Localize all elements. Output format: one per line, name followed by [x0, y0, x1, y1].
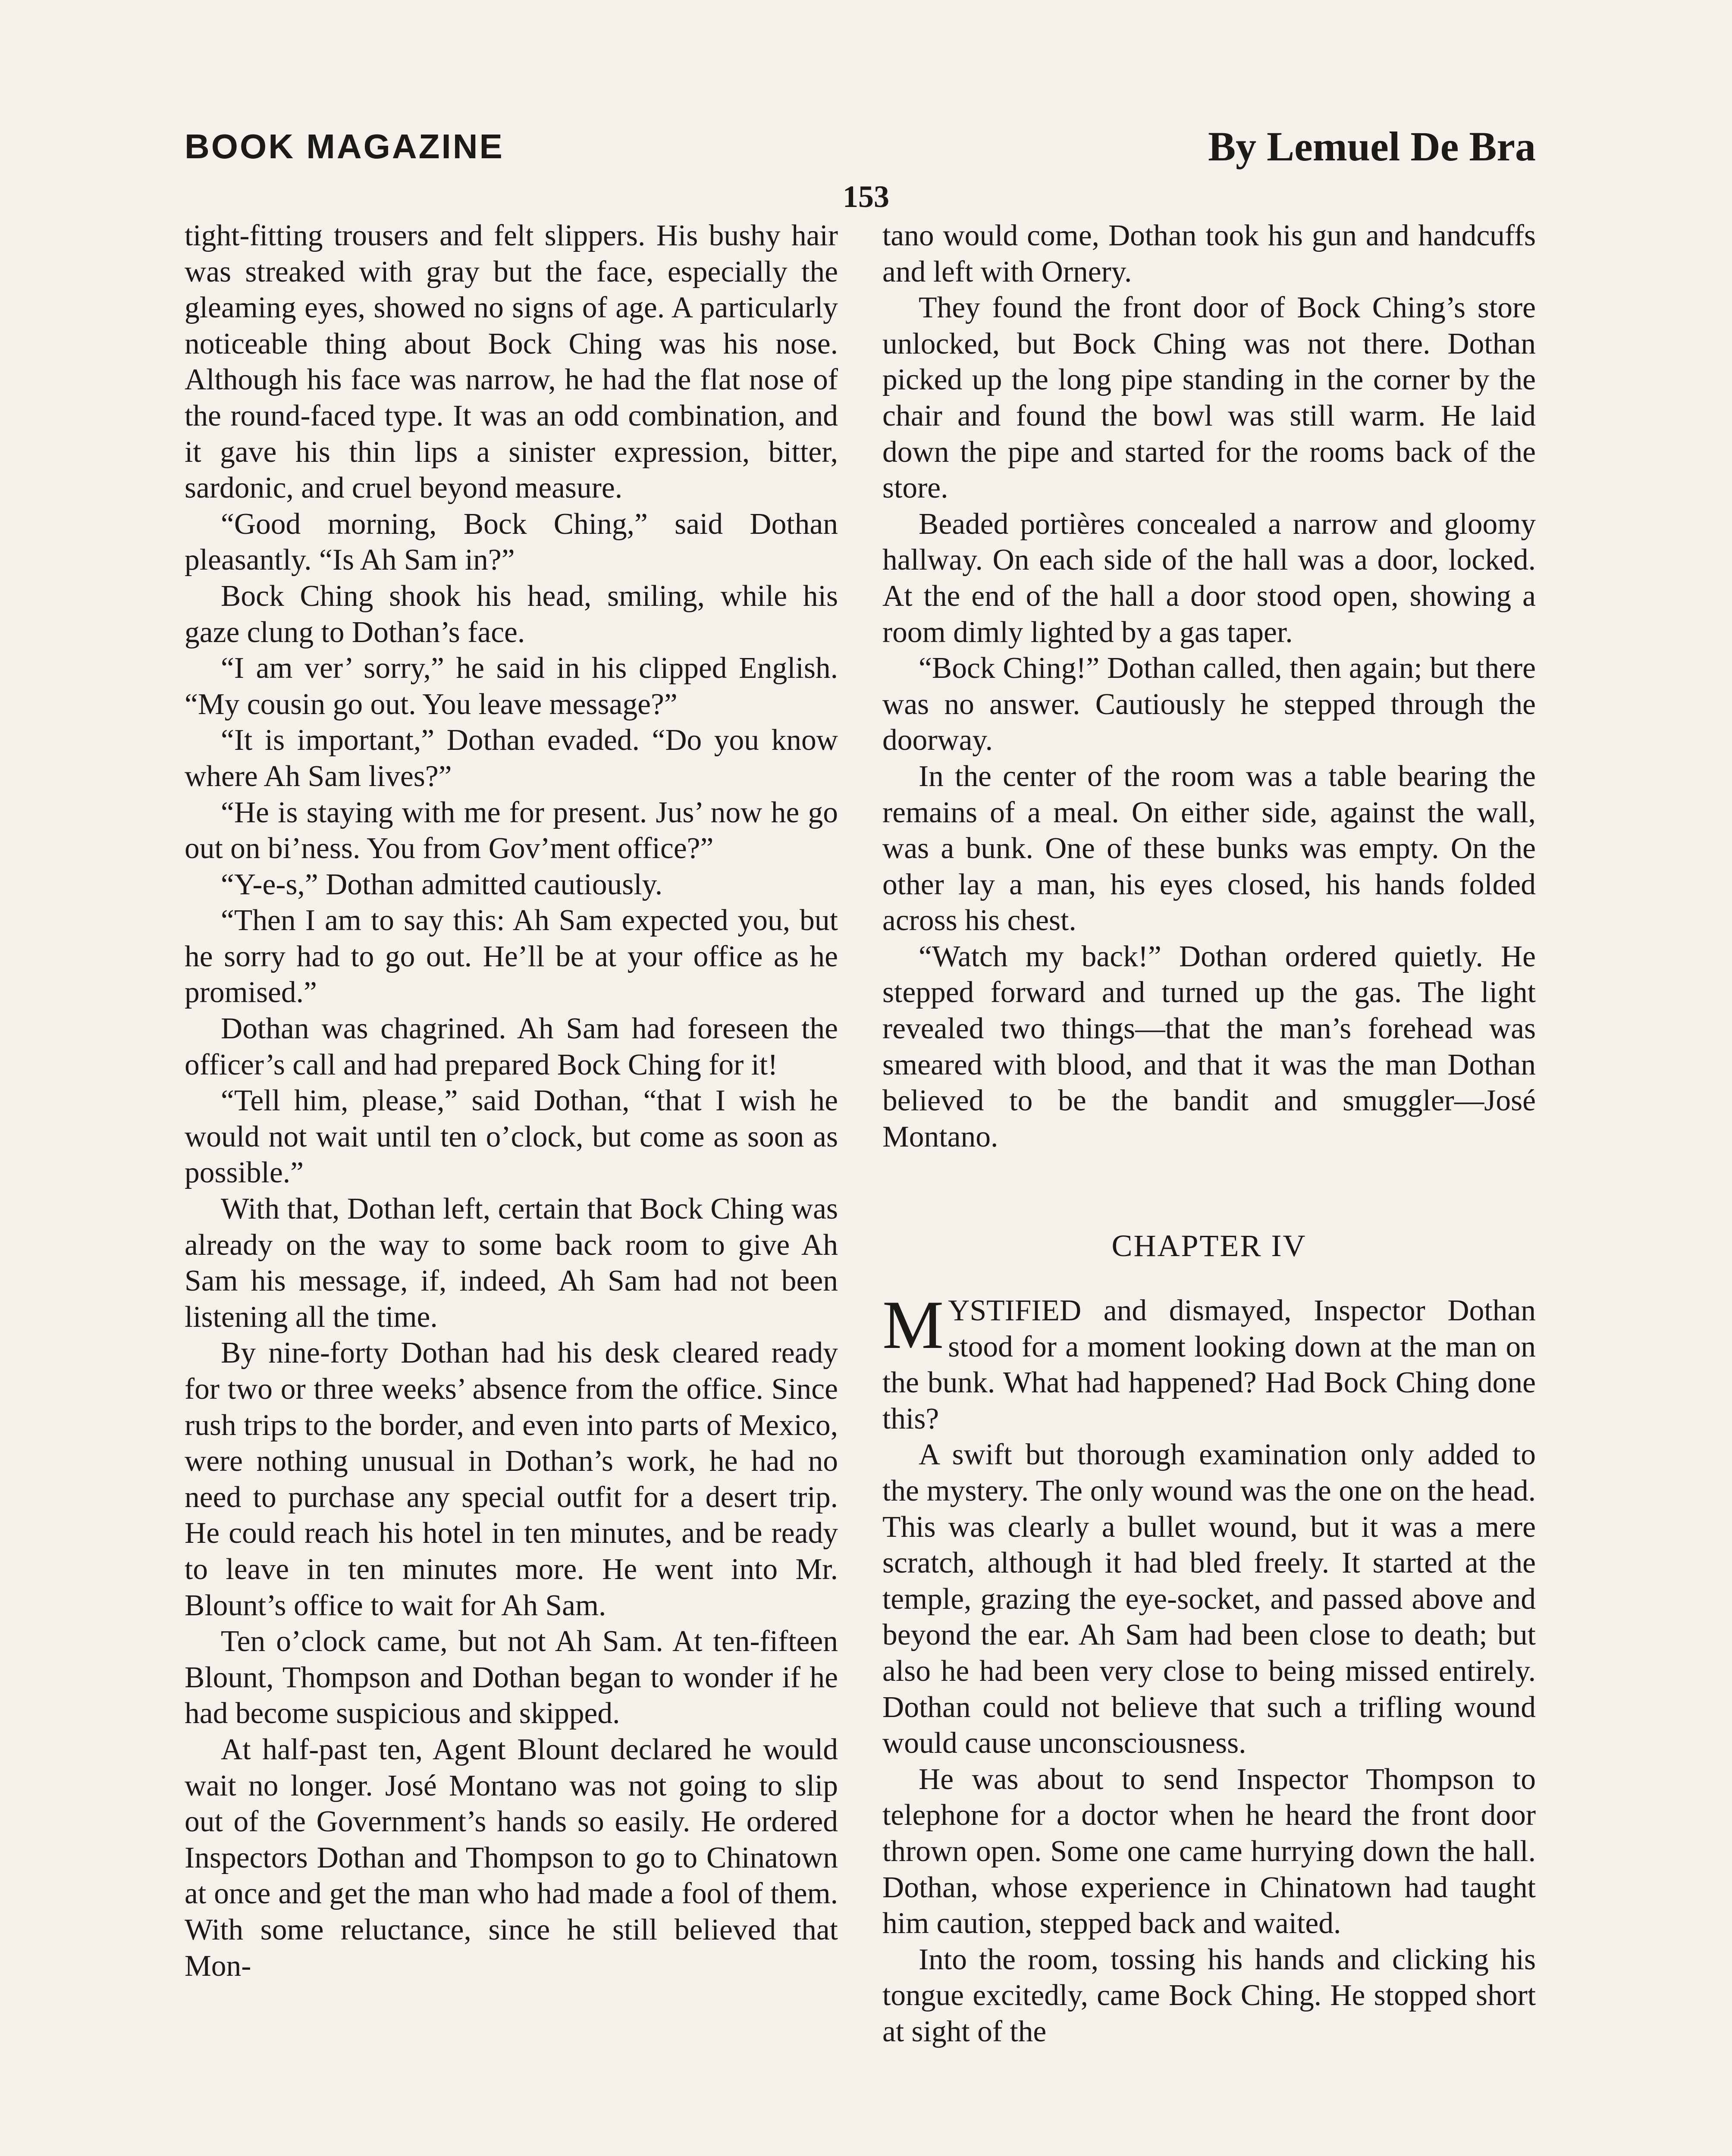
drop-cap-letter: M: [882, 1286, 944, 1363]
paragraph: “He is staying with me for present. Jus’ now he go out on bi’ness. You from Gov’ment office?”: [185, 796, 838, 865]
paragraph: Ten o’clock came, but not Ah Sam. At ten-fifteen Blount, Thompson and Dothan began to wonder if he had become suspicious and skipped.: [185, 1625, 838, 1730]
paragraph: “It is important,” Dothan evaded. “Do you know where Ah Sam lives?”: [185, 724, 838, 793]
paragraph: He was about to send Inspector Thompson to telephone for a doctor when he heard the front door thrown open. Some one came hurrying down the hall. Dothan, whose experience in Chinatown had taught him caution, stepped back and waited.: [882, 1762, 1536, 1940]
author-byline: By Lemuel De Bra: [1208, 123, 1536, 169]
paragraph: “Watch my back!” Dothan ordered quietly. He stepped forward and turned up the gas. The light revealed two things—that the man’s forehead was smeared with blood, and that it was the man Dothan believed to be the bandit and smuggler—José Montano.: [882, 940, 1536, 1153]
chapter-opening-paragraph: [882, 1286, 1536, 1437]
paragraph: “Good morning, Bock Ching,” said Dothan pleasantly. “Is Ah Sam in?”: [185, 507, 838, 577]
paragraph: With that, Dothan left, certain that Bock Ching was already on the way to some back room to give Ah Sam his message, if, indeed, Ah Sam had not been listening all the time.: [185, 1192, 838, 1334]
paragraph: “Then I am to say this: Ah Sam expected you, but he sorry had to go out. He’ll be at your office as he promised.”: [185, 904, 838, 1009]
paragraph: Into the room, tossing his hands and clicking his tongue excitedly, came Bock Ching. He stopped short at sight of the: [882, 1943, 1536, 2048]
paragraph: tight-fitting trousers and felt slippers. His bushy hair was streaked with gray but the face, especially the gleaming eyes, showed no signs of age. A particularly noticeable thing about Bock Ching was his nose. Although his face was narrow, he had the flat nose of the round-faced type. It was an odd combination, and it gave his thin lips a sinister expression, bitter, sardonic, and cruel beyond measure.: [185, 219, 838, 505]
left-text-column: [185, 218, 838, 1984]
paragraph: “Tell him, please,” said Dothan, “that I wish he would not wait until ten o’clock, but come as soon as possible.”: [185, 1084, 838, 1190]
paragraph: They found the front door of Bock Ching’s store unlocked, but Bock Ching was not there. Dothan picked up the long pipe standing in the corner by the chair and found the bowl was still warm. He laid down the pipe and started for the rooms back of the store.: [882, 291, 1536, 505]
paragraph: A swift but thorough examination only added to the mystery. The only wound was the one on the head. This was clearly a bullet wound, but it was a mere scratch, although it had bled freely. It started at the temple, grazing the eye-socket, and passed above and beyond the ear. Ah Sam had been close to death; but also he had been very close to being missed entirely. Dothan could not believe that such a trifling wound would cause unconsciousness.: [882, 1438, 1536, 1760]
paragraph: “I am ver’ sorry,” he said in his clipped English. “My cousin go out. You leave message?”: [185, 652, 838, 721]
paragraph: In the center of the room was a table bearing the remains of a meal. On either side, against the wall, was a bunk. One of these bunks was empty. On the other lay a man, his eyes closed, his hands folded across his chest.: [882, 759, 1536, 937]
paragraph: “Bock Ching!” Dothan called, then again; but there was no answer. Cautiously he stepped through the doorway.: [882, 652, 1536, 757]
paragraph: Beaded portières concealed a narrow and gloomy hallway. On each side of the hall was a door, locked. At the end of the hall a door stood open, showing a room dimly lighted by a gas taper.: [882, 507, 1536, 649]
right-text-column: [882, 218, 1536, 2050]
paragraph: By nine-forty Dothan had his desk cleared ready for two or three weeks’ absence from the office. Since rush trips to the border, and even into parts of Mexico, were nothing unusual in Dothan’s work, he had no need to purchase any special outfit for a desert trip. He could reach his hotel in ten minutes, and be ready to leave in ten minutes more. He went into Mr. Blount’s office to wait for Ah Sam.: [185, 1336, 838, 1622]
chapter-opening-text: YSTIFIED and dismayed, Inspector Dothan stood for a moment looking down at the man on the bunk. What had happened? Had Bock Ching done this?: [882, 1294, 1536, 1435]
paragraph: Bock Ching shook his head, smiling, while his gaze clung to Dothan’s face.: [185, 579, 838, 649]
paragraph: tano would come, Dothan took his gun and handcuffs and left with Ornery.: [882, 219, 1536, 288]
paragraph: Dothan was chagrined. Ah Sam had foreseen the officer’s call and had prepared Bock Ching for it!: [185, 1012, 838, 1081]
paragraph: “Y-e-s,” Dothan admitted cautiously.: [221, 868, 663, 901]
paragraph: At half-past ten, Agent Blount declared he would wait no longer. José Montano was not going to slip out of the Government’s hands so easily. He ordered Inspectors Dothan and Thompson to go to Chinatown at once and get the man who had made a fool of them. With some reluctance, since he still believed that Mon-: [185, 1733, 838, 1983]
chapter-heading: CHAPTER IV: [1111, 1228, 1307, 1263]
magazine-title: BOOK MAGAZINE: [185, 127, 504, 166]
page-number: 153: [843, 179, 889, 214]
